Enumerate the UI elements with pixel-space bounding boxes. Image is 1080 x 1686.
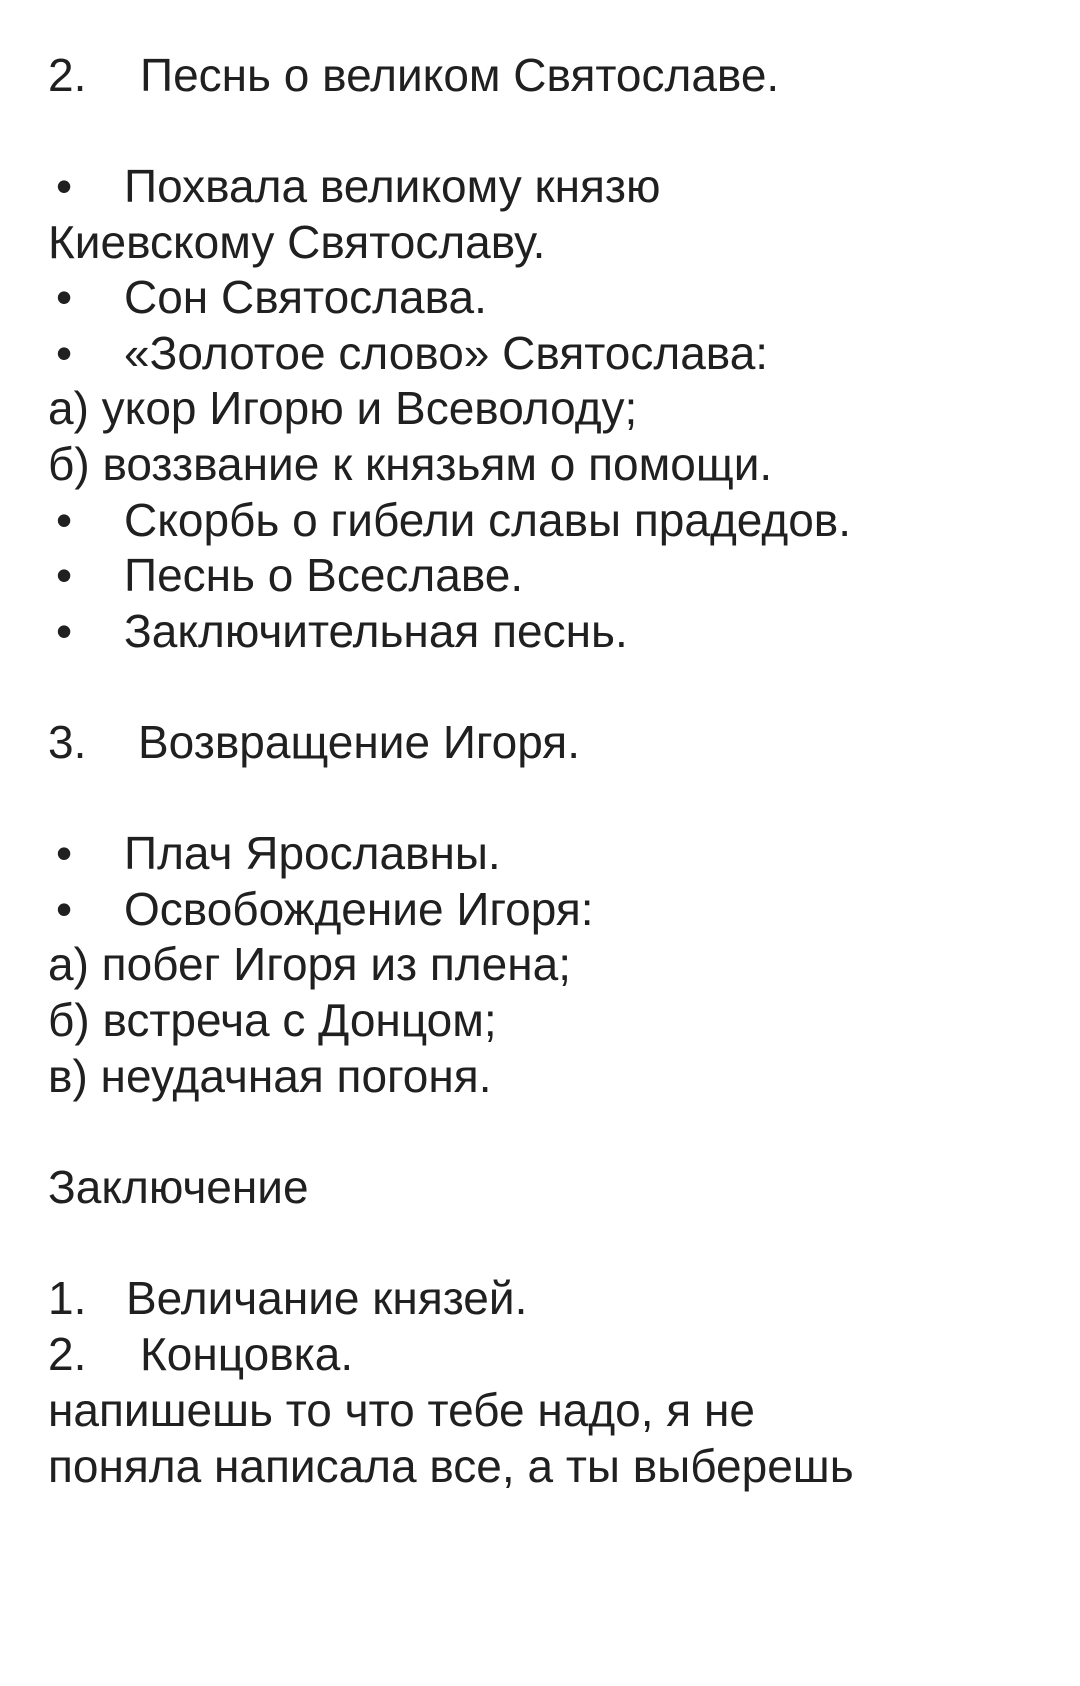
list-item-text: Заключительная песнь. <box>124 605 628 657</box>
conclusion-item-2-number: 2. <box>48 1328 87 1380</box>
sub-item-a: а) побег Игоря из плена; <box>48 938 571 990</box>
bullet-icon: • <box>56 827 73 879</box>
list-item-text: Скорбь о гибели славы прадедов. <box>124 494 851 546</box>
conclusion-item-1-number: 1. <box>48 1272 87 1324</box>
sub-item-c: в) неудачная погоня. <box>48 1050 492 1102</box>
list-item <box>48 823 501 883</box>
list-item <box>48 156 661 216</box>
note-line-1: напишешь то что тебе надо, я не <box>48 1384 755 1436</box>
section-2-number: 2. <box>48 49 87 101</box>
conclusion-item-1-text: Величание князей. <box>126 1272 528 1324</box>
note-line-2: поняла написала все, а ты выберешь <box>48 1440 854 1492</box>
list-item-text: Похвала великому князю <box>124 160 661 212</box>
section-2-title: Песнь о великом Святославе. <box>140 49 780 101</box>
list-item-text: Сон Святослава. <box>124 271 487 323</box>
list-item-continuation: Киевскому Святославу. <box>48 216 546 268</box>
bullet-icon: • <box>56 271 73 323</box>
section-2-heading <box>48 45 779 105</box>
sub-item-a: а) укор Игорю и Всеволоду; <box>48 382 638 434</box>
bullet-icon: • <box>56 327 73 379</box>
section-3-number: 3. <box>48 716 87 768</box>
list-item <box>48 879 594 939</box>
list-item <box>48 323 768 383</box>
sub-item-b: б) воззвание к князьям о помощи. <box>48 438 773 490</box>
conclusion-item-1 <box>48 1268 527 1328</box>
sub-item-b: б) встреча с Донцом; <box>48 994 497 1046</box>
conclusion-item-2 <box>48 1324 353 1384</box>
section-3-title: Возвращение Игоря. <box>138 716 580 768</box>
list-item <box>48 545 523 605</box>
list-item-text: Освобождение Игоря: <box>124 883 594 935</box>
bullet-icon: • <box>56 549 73 601</box>
bullet-icon: • <box>56 883 73 935</box>
list-item-text: «Золотое слово» Святослава: <box>124 327 769 379</box>
list-item-text: Плач Ярославны. <box>124 827 501 879</box>
bullet-icon: • <box>56 494 73 546</box>
conclusion-item-2-text: Концовка. <box>140 1328 354 1380</box>
list-item <box>48 267 487 327</box>
list-item <box>48 601 628 661</box>
list-item <box>48 490 851 550</box>
list-item-text: Песнь о Всеславе. <box>124 549 524 601</box>
conclusion-heading: Заключение <box>48 1161 309 1213</box>
section-3-heading <box>48 712 580 772</box>
bullet-icon: • <box>56 605 73 657</box>
bullet-icon: • <box>56 160 73 212</box>
